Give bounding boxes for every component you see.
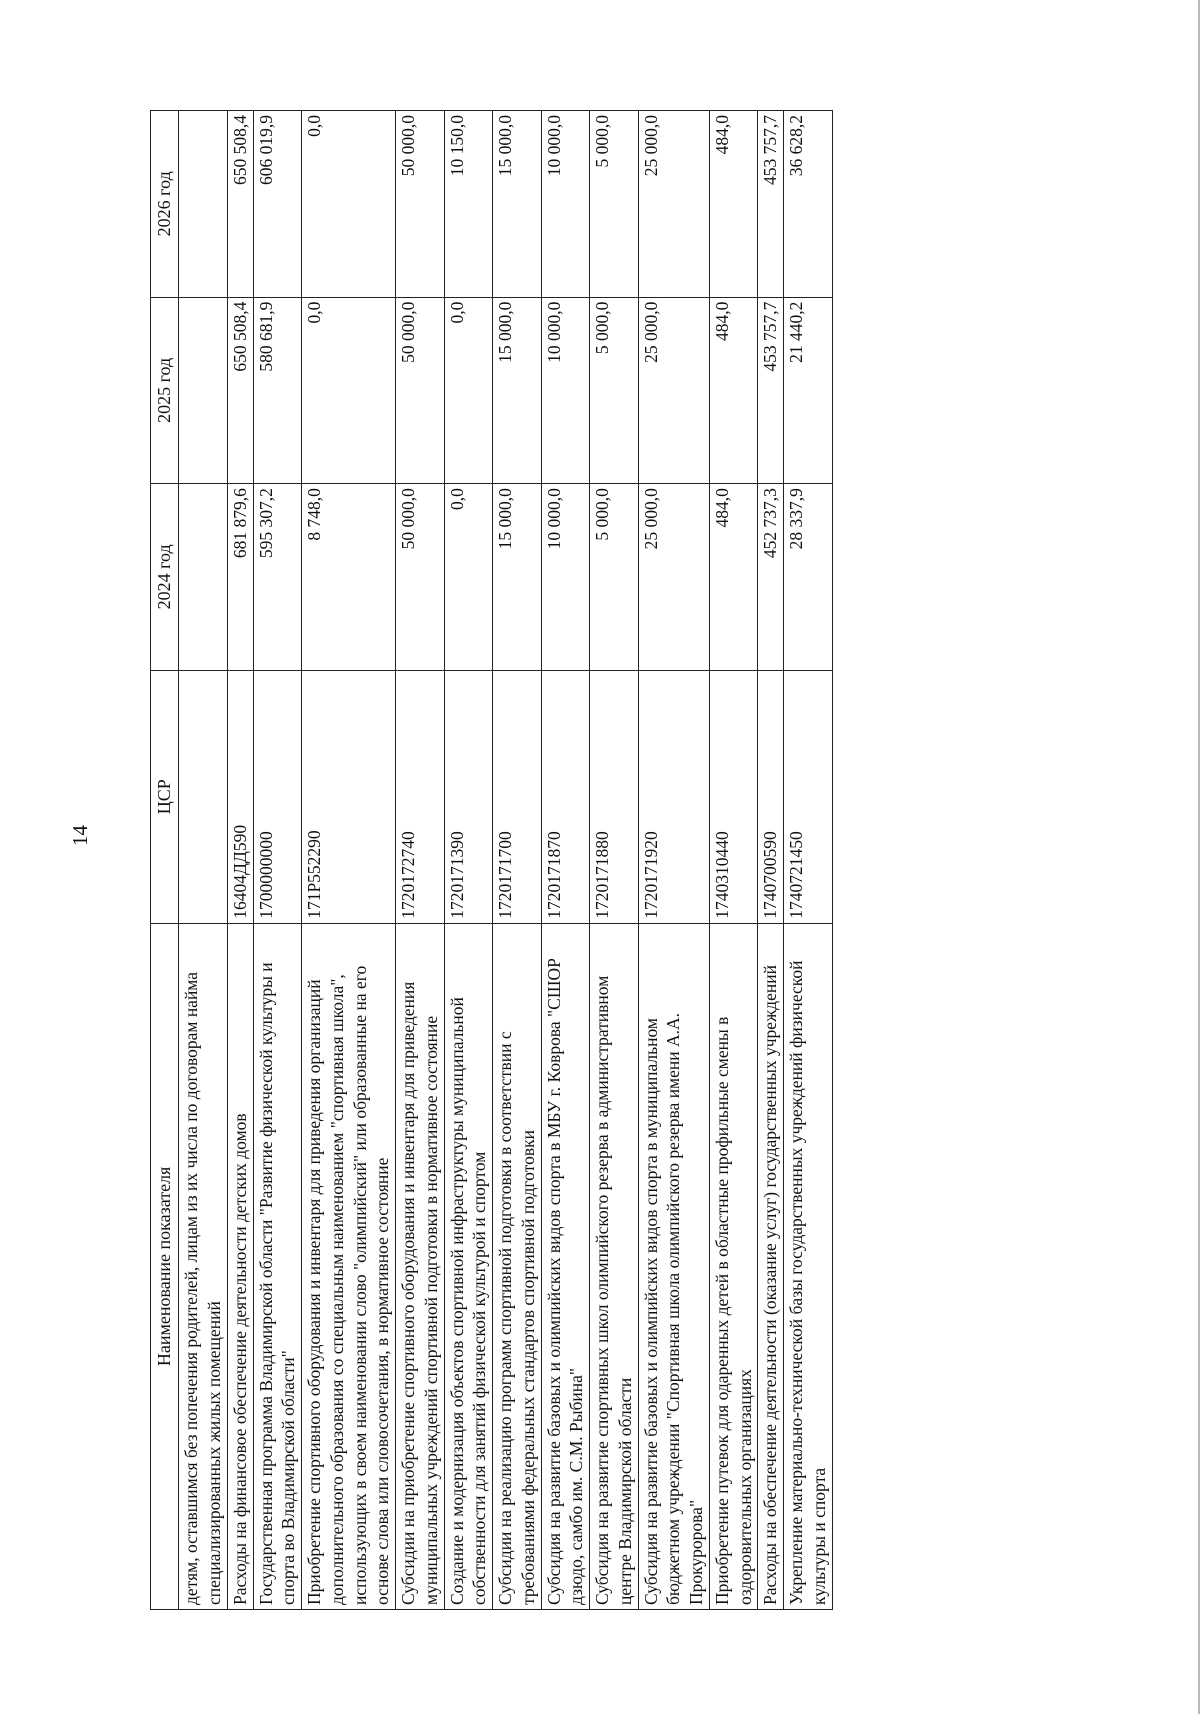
- table-row: [758, 111, 784, 1610]
- row-2026: 50 000,0: [396, 111, 445, 298]
- row-2025: 5 000,0: [590, 297, 639, 484]
- row-name: Создание и модернизация объектов спортивной инфраструктуры муниципальной собственности для занятий физической культурой и спортом: [444, 923, 493, 1609]
- row-2024: 452 737,3: [758, 484, 784, 671]
- row-2026: 10 000,0: [541, 111, 590, 298]
- row-code: 1740700590: [758, 670, 784, 923]
- row-code: 1740310440: [709, 670, 758, 923]
- row-code: 1720172740: [396, 670, 445, 923]
- row-code: 1720171390: [444, 670, 493, 923]
- row-2026: 650 508,4: [227, 111, 253, 298]
- table-row: [302, 111, 396, 1610]
- row-name: Субсидии на приобретение спортивного оборудования и инвентаря для приведения муниципальных учреждений спортивной подготовки в нормативное состояние: [396, 923, 445, 1609]
- table-row: [784, 111, 833, 1610]
- row-2024: 28 337,9: [784, 484, 833, 671]
- table-row: [709, 111, 758, 1610]
- page-number: 14: [68, 825, 92, 846]
- row-code: 16404ДД590: [227, 670, 253, 923]
- table-row: [396, 111, 445, 1610]
- row-2025: 453 757,7: [758, 297, 784, 484]
- table-row: [590, 111, 639, 1610]
- row-2026: 453 757,7: [758, 111, 784, 298]
- row-2024: 0,0: [444, 484, 493, 671]
- row-2024: [179, 484, 228, 671]
- header-name: Наименование показателя: [151, 923, 179, 1609]
- row-2026: 36 628,2: [784, 111, 833, 298]
- row-2026: 25 000,0: [638, 111, 709, 298]
- row-2024: 15 000,0: [493, 484, 542, 671]
- rotated-table-container: [150, 110, 833, 1610]
- row-2026: [179, 111, 228, 298]
- row-2025: 15 000,0: [493, 297, 542, 484]
- row-2026: 606 019,9: [253, 111, 302, 298]
- row-name: Государственная программа Владимирской области "Развитие физической культуры и спорта во Владимирской области": [253, 923, 302, 1609]
- table-row: [541, 111, 590, 1610]
- row-name: Расходы на обеспечение деятельности (оказание услуг) государственных учреждений: [758, 923, 784, 1609]
- table-row: [638, 111, 709, 1610]
- row-2025: 0,0: [302, 297, 396, 484]
- row-2025: 650 508,4: [227, 297, 253, 484]
- header-2026: 2026 год: [151, 111, 179, 298]
- row-2025: [179, 297, 228, 484]
- row-name: Расходы на финансовое обеспечение деятельности детских домов: [227, 923, 253, 1609]
- row-code: 1720171920: [638, 670, 709, 923]
- row-2025: 0,0: [444, 297, 493, 484]
- row-code: 1740721450: [784, 670, 833, 923]
- header-2024: 2024 год: [151, 484, 179, 671]
- row-2026: 15 000,0: [493, 111, 542, 298]
- table-row: [227, 111, 253, 1610]
- header-code: ЦСР: [151, 670, 179, 923]
- row-2024: 25 000,0: [638, 484, 709, 671]
- row-2025: 10 000,0: [541, 297, 590, 484]
- budget-table: [150, 110, 833, 1610]
- row-code: 1720171880: [590, 670, 639, 923]
- row-2025: 580 681,9: [253, 297, 302, 484]
- row-2026: 0,0: [302, 111, 396, 298]
- row-name: Субсидия на развитие базовых и олимпийских видов спорта в муниципальном бюджетном учреждении "Спортивная школа олимпийского резерва имени А.А. Прокуророва": [638, 923, 709, 1609]
- header-2025: 2025 год: [151, 297, 179, 484]
- table-row: [253, 111, 302, 1610]
- row-name: Субсидии на реализацию программ спортивной подготовки в соответствии с требованиями федеральных стандартов спортивной подготовки: [493, 923, 542, 1609]
- row-name: Укрепление материально-технической базы государственных учреждений физической культуры и спорта: [784, 923, 833, 1609]
- row-name: Субсидия на развитие спортивных школ олимпийского резерва в административном центре Владимирской области: [590, 923, 639, 1609]
- row-name: детям, оставшимся без попечения родителей, лицам из их числа по договорам найма специализированных жилых помещений: [179, 923, 228, 1609]
- table-row: [179, 111, 228, 1610]
- table-row: [493, 111, 542, 1610]
- row-name: Субсидия на развитие базовых и олимпийских видов спорта в МБУ г. Коврова "СШОР дзюдо, самбо им. С.М. Рыбина": [541, 923, 590, 1609]
- row-2025: 21 440,2: [784, 297, 833, 484]
- row-2024: 8 748,0: [302, 484, 396, 671]
- row-2024: 5 000,0: [590, 484, 639, 671]
- row-2025: 484,0: [709, 297, 758, 484]
- row-2026: 484,0: [709, 111, 758, 298]
- row-name: Приобретение путевок для одаренных детей в областные профильные смены в оздоровительных организациях: [709, 923, 758, 1609]
- row-code: 1720171870: [541, 670, 590, 923]
- table-header-row: [151, 111, 179, 1610]
- row-2024: 681 879,6: [227, 484, 253, 671]
- row-code: 1720171700: [493, 670, 542, 923]
- row-code: 1700000000: [253, 670, 302, 923]
- row-name: Приобретение спортивного оборудования и инвентаря для приведения организаций дополнительного образования со специальным наименованием "спортивная школа", использующих в своем наименовании слово "олимпийский" или образованные на его основе слова или словосочетания, в нормативное состояние: [302, 923, 396, 1609]
- row-2024: 10 000,0: [541, 484, 590, 671]
- table-row: [444, 111, 493, 1610]
- row-2024: 484,0: [709, 484, 758, 671]
- row-code: 171P552290: [302, 670, 396, 923]
- row-2024: 50 000,0: [396, 484, 445, 671]
- row-code: [179, 670, 228, 923]
- row-2025: 25 000,0: [638, 297, 709, 484]
- row-2024: 595 307,2: [253, 484, 302, 671]
- row-2026: 10 150,0: [444, 111, 493, 298]
- row-2025: 50 000,0: [396, 297, 445, 484]
- row-2026: 5 000,0: [590, 111, 639, 298]
